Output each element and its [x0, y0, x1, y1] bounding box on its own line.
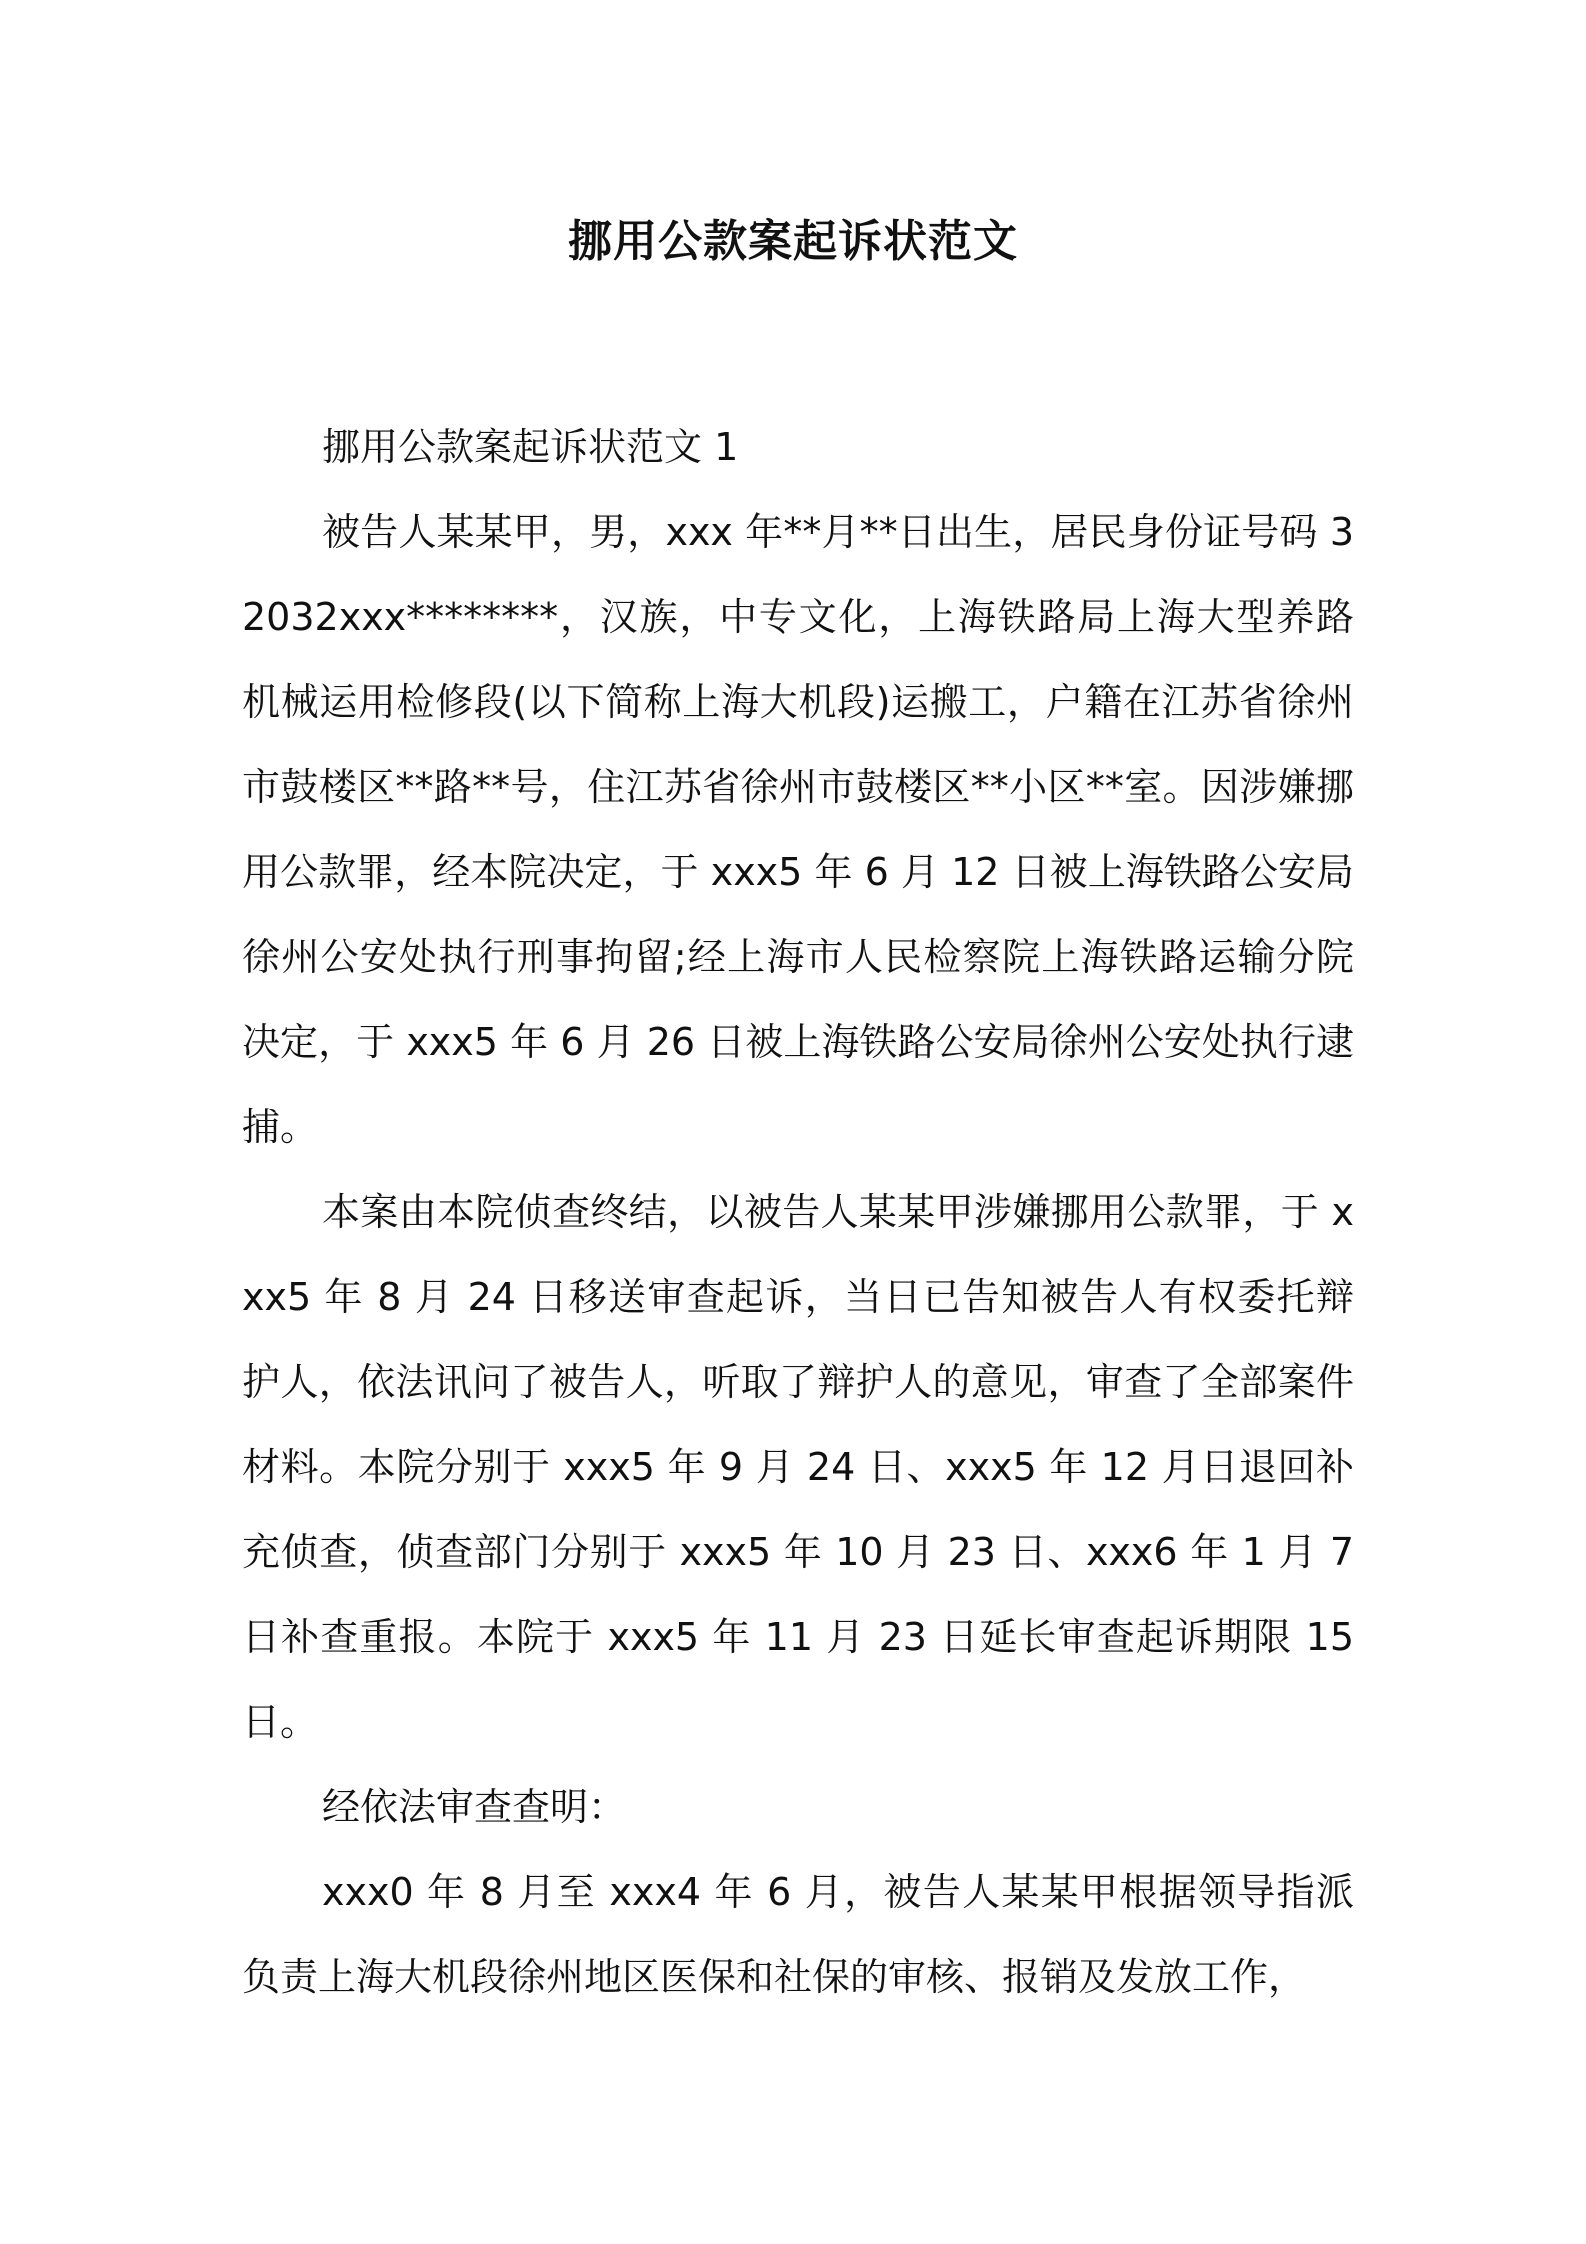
findings-heading: 经依法审查查明：: [322, 1785, 627, 1829]
findings-paragraph: xxx0 年 8 月至 xxx4 年 6 月，被告人某某甲根据领导指派负责上海大机段徐州地区医保和社保的审核、报销及发放工作，: [242, 1870, 1354, 1999]
section-heading: 挪用公款案起诉状范文 1: [322, 425, 739, 469]
document-body: [242, 405, 1354, 2020]
defendant-info-paragraph: 被告人某某甲，男，xxx 年**月**日出生，居民身份证号码 32032xxx********，汉族，中专文化，上海铁路局上海大型养路机械运用检修段(以下简称上海大机段)运搬工，户籍在江苏省徐州市鼓楼区**路**号，住江苏省徐州市鼓楼区**小区**室。因涉嫌挪用公款罪，经本院决定，于 xxx5 年 6 月 12 日被上海铁路公安局徐州公安处执行刑事拘留;经上海市人民检察院上海铁路运输分院决定，于 xxx5 年 6 月 26 日被上海铁路公安局徐州公安处执行逮捕。: [242, 510, 1354, 1149]
case-procedure-paragraph: 本案由本院侦查终结，以被告人某某甲涉嫌挪用公款罪，于 xxx5 年 8 月 24 日移送审查起诉，当日已告知被告人有权委托辩护人，依法讯问了被告人，听取了辩护人的意见，审查了全部案件材料。本院分别于 xxx5 年 9 月 24 日、xxx5 年 12 月日退回补充侦查，侦查部门分别于 xxx5 年 10 月 23 日、xxx6 年 1 月 7 日补查重报。本院于 xxx5 年 11 月 23 日延长审查起诉期限 15 日。: [242, 1190, 1354, 1744]
document-title: 挪用公款案起诉状范文: [568, 216, 1018, 267]
